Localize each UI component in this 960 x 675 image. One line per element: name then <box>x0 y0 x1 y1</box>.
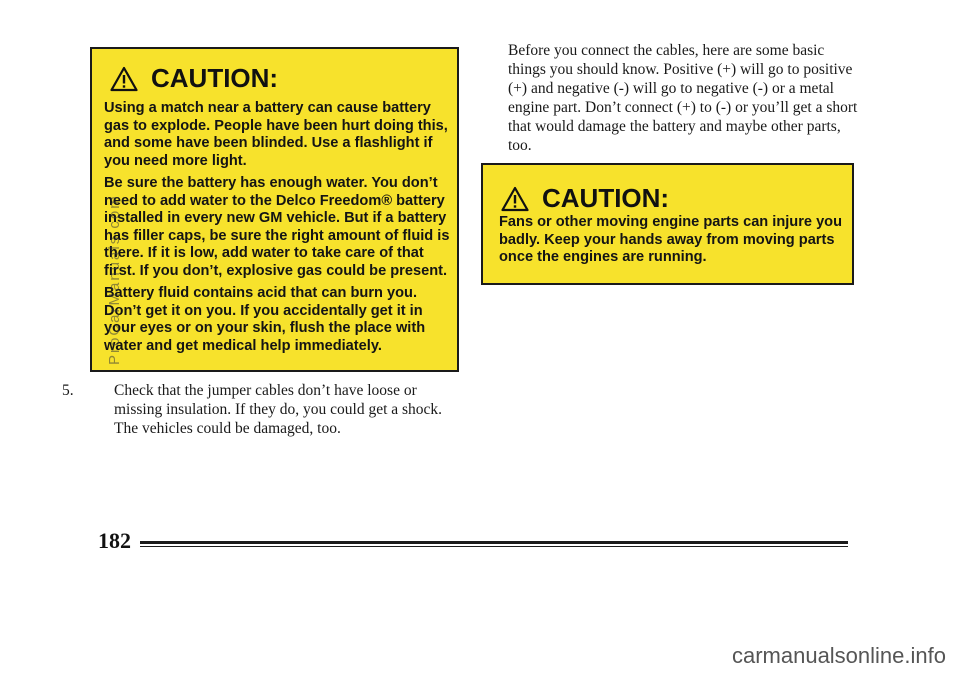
caution-body <box>499 214 849 272</box>
caution-heading <box>501 183 669 214</box>
site-watermark: carmanualsonline.info <box>731 643 946 668</box>
page-number: 182 <box>98 528 131 553</box>
caution-paragraph: Battery fluid contains acid that can burn you. Don’t get it on you. If you accidentally get it in your eyes or on your skin, flush the place with water and get medical help immediately. <box>104 285 426 354</box>
warning-triangle-icon <box>501 186 529 212</box>
battery-caution-box <box>90 47 459 372</box>
step-text: Check that the jumper cables don’t have loose or missing insulation. If they do, you could get a shock. The vehicles could be damaged, too. <box>114 382 443 437</box>
caution-heading <box>110 63 278 94</box>
warning-triangle-icon <box>110 66 138 92</box>
caution-paragraph: Be sure the battery has enough water. You don’t need to add water to the Delco Freedom® battery installed in every new GM vehicle. But if a battery has filler caps, be sure the right amount of fluid is there. If it is low, add water to take care of that first. If you don’t, explosive gas could be present. <box>104 175 450 279</box>
step-number: 5. <box>62 382 74 399</box>
footer-rule <box>140 541 848 544</box>
intro-paragraph: Before you connect the cables, here are some basic things you should know. Positive (+) will go to positive (+) and negative (-) will go to negative (-) or a metal engine part. Don’t connect (+) to (-) or you’ll get a short that would damage the battery and maybe other parts, too. <box>508 42 858 154</box>
step-5-item <box>62 381 468 438</box>
caution-paragraph: Using a match near a battery can cause battery gas to explode. People have been hurt doing this, and some have been blinded. Use a flashlight if you need more light. <box>104 100 448 169</box>
side-watermark: ProCarManuals.com <box>106 194 123 365</box>
caution-body <box>104 100 454 360</box>
caution-heading-text: CAUTION: <box>151 63 279 93</box>
caution-heading-text: CAUTION: <box>542 183 670 213</box>
footer-rule-thin <box>140 546 848 547</box>
caution-paragraph: Fans or other moving engine parts can injure you badly. Keep your hands away from moving parts once the engines are running. <box>499 214 843 265</box>
fan-caution-box <box>481 163 854 285</box>
